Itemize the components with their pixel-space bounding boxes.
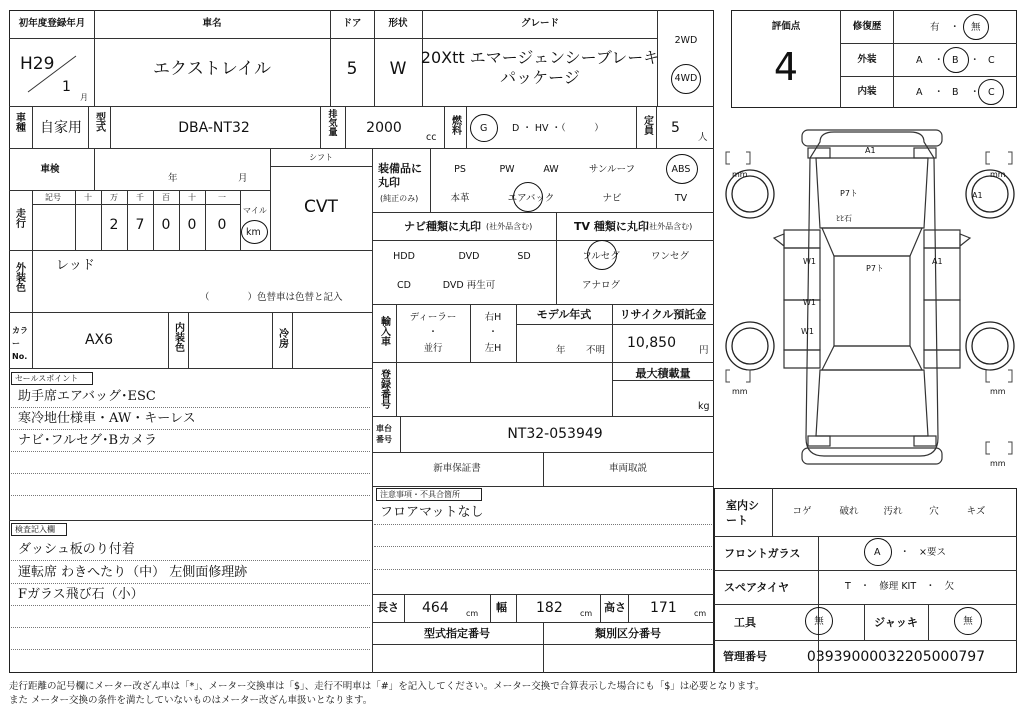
import-dot1: ・ [428, 327, 438, 338]
diagram-mark-lf-door: W1 [803, 257, 816, 266]
int-dot1: ・ [934, 87, 944, 98]
int-b: B [952, 87, 959, 98]
import-label: 輸入車 [378, 316, 390, 346]
equipment-sub: (純正のみ) [380, 194, 419, 203]
unit-label-4: 十 [188, 193, 196, 202]
sales-line-1: 助手席エアバッグ･ESC [18, 389, 156, 404]
interior-label: 内装 [857, 86, 877, 97]
navi-hdd: HDD [393, 251, 415, 262]
import-right-h: 右H [484, 312, 502, 323]
int-a: A [916, 87, 923, 98]
diagram-mm-3: mm [732, 387, 748, 396]
import-dealer: ディーラー [409, 312, 457, 323]
navi-dvd: DVD [458, 251, 480, 262]
shape: W [389, 59, 407, 79]
displacement-value: 2000 [366, 120, 402, 136]
footer-note-2: また メーター交換の条件を満たしていないものはメーター改ざん車扱いとなります。 [9, 695, 373, 706]
km-circle [241, 220, 268, 244]
unit-label-1: 万 [110, 193, 118, 202]
fuel-g: G [480, 123, 488, 134]
navi-cd: CD [397, 280, 411, 291]
inspect-line-1: ダッシュ板のり付着 [18, 542, 135, 557]
abs-circle [666, 154, 698, 184]
digit-4: 0 [187, 217, 197, 233]
car-name-label: 車名 [202, 18, 222, 29]
tv-sub: (社外品含む) [646, 222, 693, 231]
int-dot2: ・ [970, 87, 980, 98]
ext-c: C [988, 55, 995, 66]
inspect-line-2: 運転席 わきへたり（中） 左側面修理跡 [18, 565, 248, 580]
equip-navi: ナビ [602, 193, 622, 204]
unit-label-3: 百 [162, 193, 170, 202]
model-value: DBA-NT32 [178, 120, 250, 136]
fuel-g-circle [470, 114, 498, 142]
int-c-circle [978, 79, 1004, 105]
shift-label: シフト [309, 153, 333, 162]
model-label: 型式 [93, 112, 105, 132]
sales-line-3: ナビ･フルセグ･Bカメラ [18, 433, 158, 448]
repair-dot: ・ [950, 22, 960, 33]
width-label: 幅 [496, 601, 507, 614]
tools-value: 無 [814, 616, 824, 627]
mgmt-value: 03939000032205000797 [806, 649, 986, 665]
shaken-year-label: 年 [168, 173, 178, 184]
digit-5: 0 [217, 217, 227, 233]
diagram-mm-1: mm [732, 170, 748, 179]
shaken-month-label: 月 [238, 173, 248, 184]
recycle-value: 10,850 [627, 335, 676, 351]
spare-label: スペアタイヤ [724, 581, 790, 594]
seat-koge: コゲ [792, 506, 812, 517]
mileage-label: 走行 [13, 208, 25, 228]
tools-label: 工具 [734, 616, 756, 629]
manual-label: 車両取説 [608, 463, 648, 474]
digit-1: 2 [109, 217, 119, 233]
recycle-label: リサイクル預託金 [619, 308, 707, 321]
width-unit: cm [580, 609, 593, 618]
fuel-label: 燃料 [449, 115, 461, 135]
inspect-notes-label: 検査記入欄 [15, 525, 55, 534]
mark-label: 記号 [45, 193, 61, 202]
jack-circle [954, 607, 982, 635]
type-no-label: 型式指定番号 [424, 627, 490, 640]
equip-airbag: エアバック [507, 193, 555, 204]
diagram-mark-chip: ﾋﾋ石 [836, 214, 852, 223]
fuel-options: D ・ HV ・（ ） [512, 123, 604, 134]
reg-month: 1 [62, 79, 71, 95]
car-name: エクストレイル [153, 59, 271, 79]
glass-rest: ・ ×要ス [900, 547, 946, 558]
chassis-value: NT32-053949 [507, 426, 603, 442]
shift-value: CVT [304, 197, 338, 217]
length-unit: cm [466, 609, 479, 618]
capacity-label: 定員 [641, 115, 653, 135]
import-left-h: 左H [484, 343, 502, 354]
jack-value: 無 [963, 616, 973, 627]
first-reg-label: 初年度登録年月 [18, 18, 86, 29]
diagram-mm-5: mm [990, 459, 1006, 468]
diagram-mark-rf-door: A1 [932, 257, 943, 266]
width-value: 182 [536, 600, 563, 616]
glass-label: フロントガラス [724, 547, 801, 560]
diagram-mark-lr-fender: W1 [801, 327, 814, 336]
shaken-label: 車検 [40, 164, 60, 175]
import-dot2: ・ [488, 327, 498, 338]
equip-leather: 本革 [450, 193, 470, 204]
grade-label: グレード [520, 18, 560, 29]
model-year-unit: 年 [556, 345, 566, 356]
glass-a: A [874, 547, 881, 558]
sales-line-2: 寒冷地仕様車・AW・キーレス [18, 411, 196, 426]
equip-ps: PS [454, 164, 466, 175]
grade-line2: パッケージ [500, 68, 580, 87]
diagram-mark-rf-wheel: A1 [972, 191, 983, 200]
footer-note-1: 走行距離の記号欄にメーター改ざん車は「*」、メーター交換車は「$」、走行不明車は「#」を記入してください。メーター交換で合算表示した場合にも「$」は必要となります。 [9, 681, 765, 692]
reg-no-label: 登録番号 [378, 369, 390, 409]
seat-ana: 穴 [929, 506, 939, 517]
exterior-label: 外装 [857, 54, 877, 65]
unit-label-2: 千 [136, 193, 144, 202]
car-damage-diagram [724, 118, 1020, 480]
equip-abs: ABS [671, 164, 691, 175]
diagram-mark-lr-door: W1 [803, 298, 816, 307]
sales-label: セールスポイント [15, 374, 79, 383]
color-no-label: カラーNo. [12, 326, 28, 361]
length-label: 長さ [377, 601, 399, 614]
glass-a-circle [864, 538, 892, 566]
seat-kizu: キズ [966, 506, 986, 517]
airbag-circle [513, 182, 543, 212]
diagram-mark-roof: P7ト [866, 264, 884, 273]
navi-label: ナビ種類に丸印 [404, 220, 481, 233]
capacity-unit: 人 [698, 132, 708, 143]
repair-label: 修復歴 [852, 21, 882, 32]
tv-label: TV 種類に丸印 [574, 220, 649, 233]
length-value: 464 [422, 600, 449, 616]
grade-line1: 20Xtt エマージェンシーブレーキ [420, 48, 660, 67]
equip-tv: TV [674, 193, 688, 204]
color-no-value: AX6 [84, 332, 114, 348]
tv-oneseg: ワンセグ [650, 251, 690, 262]
navi-sub: (社外品含む) [486, 222, 533, 231]
doors: 5 [346, 59, 358, 79]
height-value: 171 [650, 600, 677, 616]
interior-color-label: 内装色 [172, 322, 184, 352]
drive-4wd-circle [671, 64, 701, 94]
diagram-mark-front: A1 [865, 146, 876, 155]
spare-items: T ・ 修理 KIT ・ 欠 [845, 581, 955, 592]
navi-sd: SD [517, 251, 531, 262]
capacity-value: 5 [671, 120, 680, 136]
equip-pw: PW [499, 164, 515, 175]
int-c: C [988, 87, 995, 98]
unit-label-5: 一 [218, 193, 226, 202]
equip-sunroof: サンルーフ [588, 164, 636, 175]
ext-b: B [952, 55, 959, 66]
ext-b-circle [943, 47, 969, 73]
tv-analog: アナログ [581, 280, 621, 291]
diagram-mark-hood: P7ト [840, 189, 858, 198]
use-label: 車種 [13, 112, 25, 132]
digit-2: 7 [135, 217, 145, 233]
door-label: ドア [342, 18, 362, 29]
equipment-label: 装備品に丸印 [378, 162, 422, 190]
drive-2wd: 2WD [674, 35, 698, 46]
drive-4wd: 4WD [674, 73, 698, 84]
chassis-label: 車台番号 [376, 424, 392, 445]
diagram-mm-2: mm [990, 170, 1006, 179]
ext-dot2: ・ [970, 55, 980, 66]
use-value: 自家用 [40, 120, 82, 136]
tools-circle [805, 607, 833, 635]
warranty-label: 新車保証書 [433, 463, 481, 474]
max-load-unit: kg [698, 401, 710, 412]
mgmt-label: 管理番号 [723, 650, 767, 663]
repair-no: 無 [971, 22, 981, 33]
tv-fullseg: フルセグ [582, 251, 620, 262]
model-year-unknown: 不明 [586, 345, 606, 356]
caution-label: 注意事項・不具合箇所 [380, 490, 460, 499]
height-unit: cm [694, 609, 707, 618]
ext-a: A [916, 55, 923, 66]
reg-year: H29 [20, 54, 55, 74]
equip-aw: AW [543, 164, 559, 175]
color-change-note: （ ）色替車は色替と記入 [200, 292, 343, 303]
navi-dvd-play: DVD 再生可 [442, 280, 496, 291]
ext-dot1: ・ [934, 55, 944, 66]
seat-label: 室内シート [726, 499, 759, 527]
repair-no-circle [963, 14, 989, 40]
shape-label: 形状 [388, 18, 408, 29]
month-unit: 月 [80, 93, 88, 102]
digit-3: 0 [161, 217, 171, 233]
inspect-line-3: Fガラス飛び石（小） [18, 587, 144, 602]
score-value: 4 [773, 45, 799, 89]
seat-yogore: 汚れ [883, 506, 903, 517]
exterior-color-value: レッド [56, 258, 95, 273]
ac-label: 冷房 [276, 328, 288, 348]
mile-label: マイル [243, 206, 267, 215]
diagram-mm-4: mm [990, 387, 1006, 396]
km-label: km [246, 227, 261, 238]
recycle-yen: 円 [699, 345, 709, 356]
model-year-label: モデル年式 [536, 308, 592, 321]
caution-line-1: フロアマットなし [380, 505, 484, 520]
exterior-color-label: 外装色 [13, 262, 25, 292]
score-label: 評価点 [771, 21, 801, 32]
cc-unit: cc [426, 132, 437, 143]
height-label: 高さ [604, 601, 626, 614]
unit-label-0: 十 [84, 193, 92, 202]
seat-yabure: 破れ [839, 506, 859, 517]
category-no-label: 類別区分番号 [595, 627, 661, 640]
repair-yes: 有 [930, 22, 940, 33]
jack-label: ジャッキ [874, 616, 918, 629]
max-load-label: 最大積載量 [635, 367, 691, 380]
displacement-label: 排気量 [326, 109, 337, 136]
import-parallel: 並行 [423, 343, 443, 354]
fullseg-circle [587, 240, 617, 270]
